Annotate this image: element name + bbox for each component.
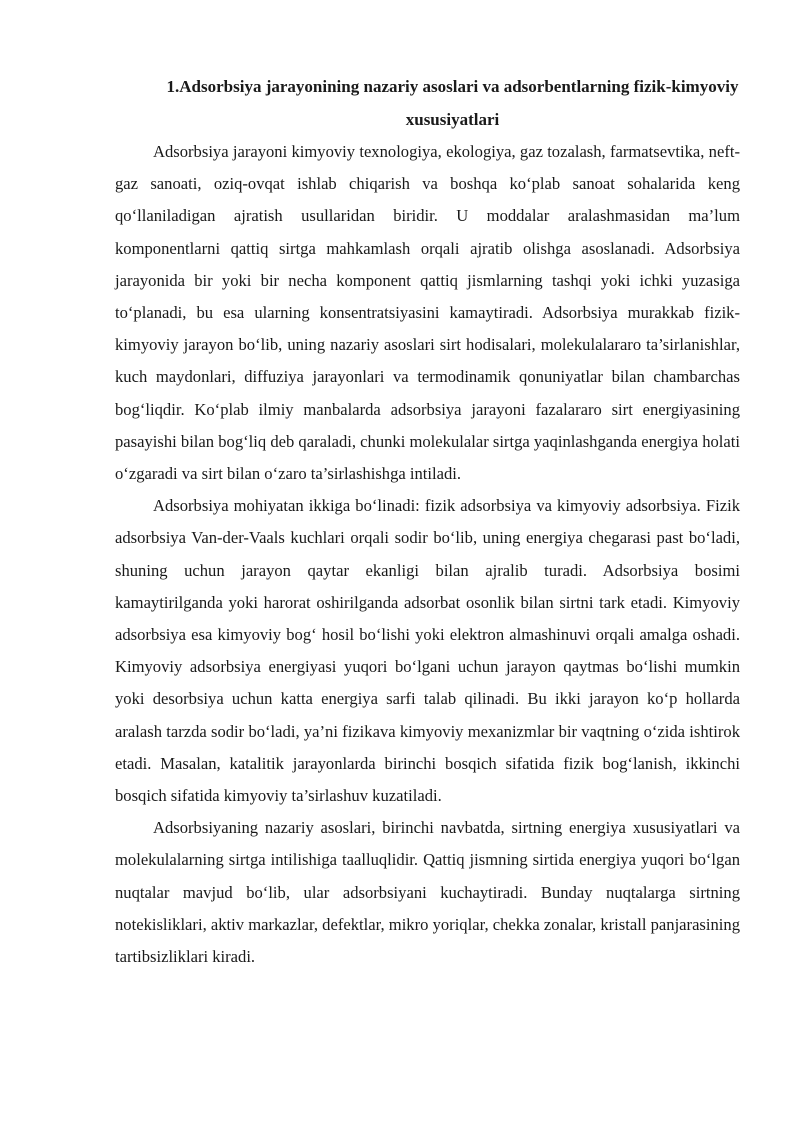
section-heading: 1.Adsorbsiya jarayonining nazariy asoslari va adsorbentlarning fizik-kimyoviy xususiyatlari (166, 77, 739, 129)
paragraph-1: Adsorbsiya jarayoni kimyoviy texnologiya, ekologiya, gaz tozalash, farmatsevtika, neft-gaz sanoati, oziq-ovqat ishlab chiqarish va boshqa ko‘plab sanoat sohalarida keng qo‘llaniladigan ajratish usullaridan biridir. U moddalar aralashmasidan ma’lum komponentlarni qattiq sirtga mahkamlash orqali ajratib olishga asoslanadi. Adsorbsiya jarayonida bir yoki bir necha komponent qattiq jismlarning tashqi yoki ichki yuzasiga to‘planadi, bu esa ularning konsentratsiyasini kamaytiradi. Adsorbsiya murakkab fizik-kimyoviy jarayon bo‘lib, uning nazariy asoslari sirt hodisalari, molekulalararo ta’sirlanishlar, kuch maydonlari, diffuziya jarayonlari va termodinamik qonuniyatlar bilan chambarchas bog‘liqdir. Ko‘plab ilmiy manbalarda adsorbsiya jarayoni fazalararo sirt energiyasining pasayishi bilan bog‘liq deb qaraladi, chunki molekulalar sirtga yaqinlashganda energiya holati o‘zgaradi va sirt bilan o‘zaro ta’sirlashishga intiladi. (115, 142, 741, 484)
paragraph-2: Adsorbsiya mohiyatan ikkiga bo‘linadi: fizik adsorbsiya va kimyoviy adsorbsiya. Fizik adsorbsiya Van-der-Vaals kuchlari orqali sodir bo‘lib, uning energiya chegarasi past bo‘ladi, shuning uchun jarayon qaytar ekanligi bilan ajralib turadi. Adsorbsiya bosimi kamaytirilganda yoki harorat oshirilganda adsorbat osonlik bilan sirtni tark etadi. Kimyoviy adsorbsiya esa kimyoviy bog‘ hosil bo‘lishi yoki elektron almashinuvi orqali amalga oshadi. Kimyoviy adsorbsiya energiyasi yuqori bo‘lgani uchun jarayon qaytmas bo‘lishi mumkin yoki desorbsiya uchun katta energiya sarfi talab qilinadi. Bu ikki jarayon ko‘p hollarda aralash tarzda sodir bo‘ladi, ya’ni fizikava kimyoviy mexanizmlar bir vaqtning o‘zida ishtirok etadi. Masalan, katalitik jarayonlarda birinchi bosqich sifatida fizik bog‘lanish, ikkinchi bosqich sifatida kimyoviy ta’sirlashuv kuzatiladi. (115, 496, 740, 806)
paragraph-3: Adsorbsiyaning nazariy asoslari, birinchi navbatda, sirtning energiya xususiyatlari va molekulalarning sirtga intilishiga taalluqlidir. Qattiq jismning sirtida energiya yuqori bo‘lgan nuqtalar mavjud bo‘lib, ular adsorbsiyani kuchaytiradi. Bunday nuqtalarga sirtning notekisliklari, aktiv markazlar, defektlar, mikro yoriqlar, chekka zonalar, kristall panjarasining tartibsizliklari kiradi. (115, 818, 740, 967)
document-body (115, 70, 740, 973)
